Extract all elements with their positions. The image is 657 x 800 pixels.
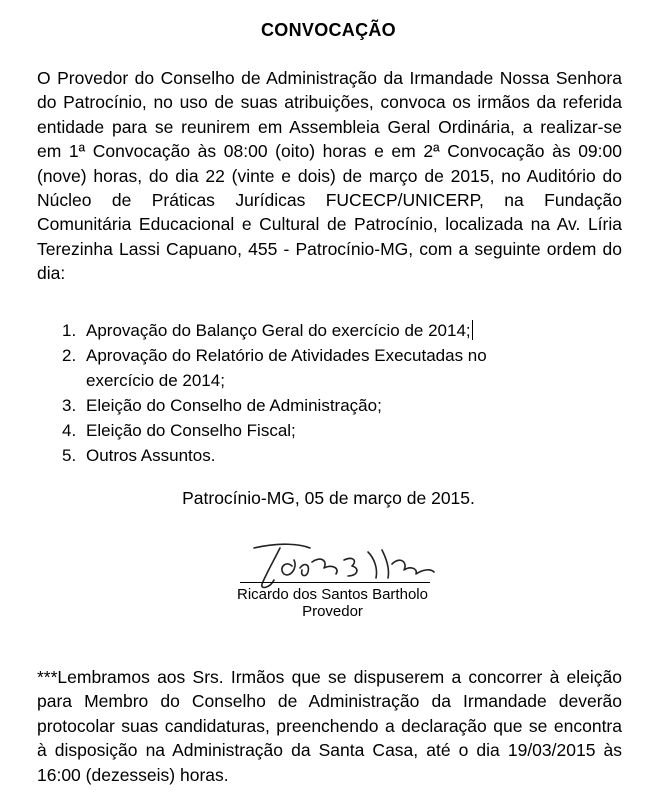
agenda-item-number: 1. (62, 321, 77, 340)
agenda-item-text: Eleição do Conselho de Administração; (86, 396, 382, 415)
agenda-item (62, 418, 556, 443)
convocation-paragraph: O Provedor do Conselho de Administração da Irmandade Nossa Senhora do Patrocínio, no uso de suas atribuições, convoca os irmãos da referida entidade para se reunirem em Assembleia Geral Ordinária, a realizar-se em 1ª Convocação às 08:00 (oito) horas e em 2ª Convocação às 09:00 (nove) horas, do dia 22 (vinte e dois) de março de 2015, no Auditório do Núcleo de Práticas Jurídicas FUCECP/UNICERP, na Fundação Comunitária Educacional e Cultural de Patrocínio, localizada na Av. Líria Terezinha Lassi Capuano, 455 - Patrocínio-MG, com a seguinte ordem do dia: (37, 68, 622, 284)
footnote-paragraph: ***Lembramos aos Srs. Irmãos que se dispuserem a concorrer à eleição para Membro do Conselho de Administração da Irmandade deverão protocolar suas candidaturas, preenchendo a declaração que se encontra à disposição na Administração da Santa Casa, até o dia 19/03/2015 às 16:00 (dezesseis) horas. (37, 667, 622, 785)
signer-role: Provedor (302, 603, 363, 620)
text-cursor (472, 320, 473, 340)
agenda-item (62, 318, 556, 343)
signature-line (240, 582, 430, 583)
signer-name: Ricardo dos Santos Bartholo (237, 586, 428, 603)
agenda-item-text: Aprovação do Balanço Geral do exercício de 2014; (86, 321, 471, 340)
agenda-item-text: Outros Assuntos. (86, 446, 216, 465)
agenda-item-number: 4. (62, 421, 77, 440)
agenda-item-number: 5. (62, 446, 77, 465)
agenda-item-number: 2. (62, 346, 77, 365)
agenda-item (62, 343, 556, 393)
agenda-list (62, 318, 556, 468)
agenda-item (62, 393, 556, 418)
place-and-date: Patrocínio-MG, 05 de março de 2015. (182, 488, 475, 508)
agenda-item-text: Eleição do Conselho Fiscal; (86, 421, 296, 440)
agenda-item-number: 3. (62, 396, 77, 415)
agenda-item-text: Aprovação do Relatório de Atividades Executadas no exercício de 2014; (86, 346, 487, 390)
document-title: CONVOCAÇÃO (260, 20, 396, 40)
agenda-item (62, 443, 556, 468)
